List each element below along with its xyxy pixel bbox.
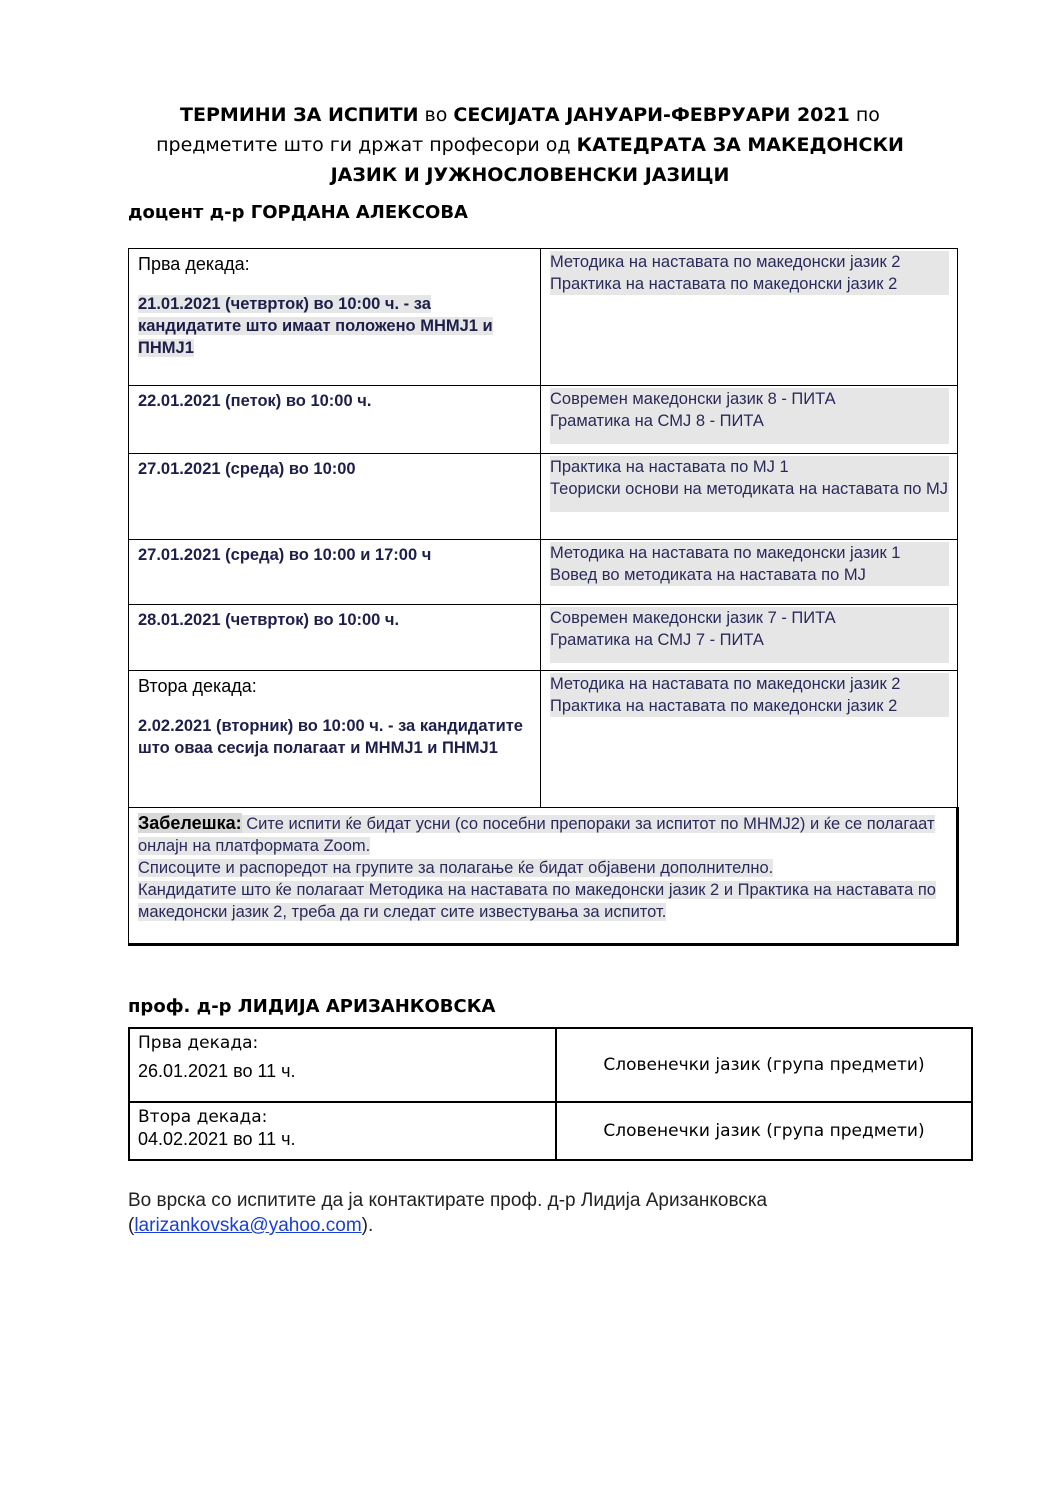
exam-date: 26.01.2021 во 11 ч.: [138, 1061, 296, 1081]
exam-table-arizankovska: [128, 1027, 973, 1161]
subject: Граматика на СМЈ 7 - ПИТА: [550, 629, 949, 651]
subject: Методика на наставата по македонски јазик 2: [550, 251, 949, 273]
title-part: по: [849, 104, 880, 126]
table-row: [129, 454, 958, 540]
exam-date: 04.02.2021 во 11 ч.: [138, 1129, 296, 1149]
title-part: КАТЕДРАТА ЗА МАКЕДОНСКИ: [576, 134, 904, 156]
subject-cell: Словенечки јазик (група предмети): [556, 1028, 972, 1102]
exam-date: 22.01.2021 (петок) во 10:00 ч.: [138, 392, 372, 410]
decade-label: Втора декада:: [138, 676, 257, 696]
subject-cell: [541, 540, 958, 605]
title-part: во: [418, 104, 454, 126]
contact-text: ).: [361, 1215, 374, 1236]
table-row: [129, 808, 958, 945]
table-row: [129, 1028, 972, 1102]
table-row: [129, 249, 958, 386]
exam-table-aleksova: [128, 248, 959, 946]
title-part: ЈАЗИК И ЈУЖНОСЛОВЕНСКИ ЈАЗИЦИ: [330, 164, 730, 186]
subject: Методика на наставата по македонски јазик 2: [550, 673, 949, 695]
contact-text: Во врска со испитите да ја контактирате проф. д-р Лидија Аризанковска (: [128, 1190, 768, 1236]
decade-label: Прва декада:: [138, 254, 250, 274]
subject-cell: [541, 605, 958, 671]
note-text: Списоците и распоредот на групите за полагање ќе бидат објавени дополнително.: [138, 859, 774, 877]
subject: Граматика на СМЈ 8 - ПИТА: [550, 410, 949, 432]
highlight-spacer: [550, 500, 949, 512]
title-part: ТЕРМИНИ ЗА ИСПИТИ: [180, 104, 419, 126]
date-cell: [129, 386, 541, 454]
decade-label: Втора декада:: [138, 1107, 268, 1127]
email-link[interactable]: larizankovska@yahoo.com: [134, 1215, 362, 1236]
subject-cell: [541, 386, 958, 454]
page-title: [120, 100, 940, 190]
date-cell: [129, 249, 541, 386]
highlight-spacer: [550, 651, 949, 663]
date-cell: [129, 1102, 556, 1160]
subject: Практика на наставата по МЈ 1: [550, 456, 949, 478]
exam-date: 2.02.2021 (вторник) во 10:00 ч. - за кандидатите што оваа сесија полагаат и МНМЈ1 и ПНМЈ1: [138, 717, 523, 757]
exam-date: 21.01.2021 (четврток) во 10:00 ч. - за кандидатите што имаат положено МНМЈ1 и ПНМЈ1: [138, 295, 493, 357]
subject: Теориски основи на методиката на наставата по МЈ: [550, 480, 949, 498]
date-cell: [129, 1028, 556, 1102]
subject: Современ македонски јазик 7 - ПИТА: [550, 607, 949, 629]
subject: Практика на наставата по македонски јазик 2: [550, 273, 949, 295]
section-heading-aleksova: доцент д-р ГОРДАНА АЛЕКСОВА: [128, 202, 468, 223]
table-row: [129, 671, 958, 808]
contact-note: [128, 1188, 928, 1238]
note-cell: [129, 808, 958, 945]
table-row: [129, 386, 958, 454]
table-row: [129, 1102, 972, 1160]
date-cell: [129, 605, 541, 671]
date-cell: [129, 540, 541, 605]
title-part: СЕСИЈАТА ЈАНУАРИ-ФЕВРУАРИ 2021: [453, 104, 850, 126]
table-row: [129, 605, 958, 671]
subject: Вовед во методиката на наставата по МЈ: [550, 564, 949, 586]
subject-cell: Словенечки јазик (група предмети): [556, 1102, 972, 1160]
decade-label: Прва декада:: [138, 1033, 259, 1053]
exam-date: 28.01.2021 (четврток) во 10:00 ч.: [138, 611, 400, 629]
subject-cell: [541, 249, 958, 386]
section-heading-arizankovska: проф. д-р ЛИДИЈА АРИЗАНКОВСКА: [128, 996, 496, 1017]
table-row: [129, 540, 958, 605]
date-cell: [129, 671, 541, 808]
subject-cell: [541, 454, 958, 540]
subject-cell: [541, 671, 958, 808]
note-label: Забелешка:: [138, 813, 242, 833]
exam-date: 27.01.2021 (среда) во 10:00: [138, 460, 356, 478]
date-cell: [129, 454, 541, 540]
title-part: предметите што ги држат професори од: [156, 134, 577, 156]
note-text: Сите испити ќе бидат усни (со посебни препораки за испитот по МНМЈ2) и ќе се полагаат онлајн на платформата Zoom.: [138, 815, 935, 855]
note-text: Кандидатите што ќе полагаат Методика на наставата по македонски јазик 2 и Практика на наставата по македонски јазик 2, треба да ги следат сите известувања за испитот.: [138, 881, 936, 921]
subject: Практика на наставата по македонски јазик 2: [550, 695, 949, 717]
exam-date: 27.01.2021 (среда) во 10:00 и 17:00 ч: [138, 546, 432, 564]
subject: Современ македонски јазик 8 - ПИТА: [550, 388, 949, 410]
highlight-spacer: [550, 432, 949, 444]
subject: Методика на наставата по македонски јазик 1: [550, 542, 949, 564]
